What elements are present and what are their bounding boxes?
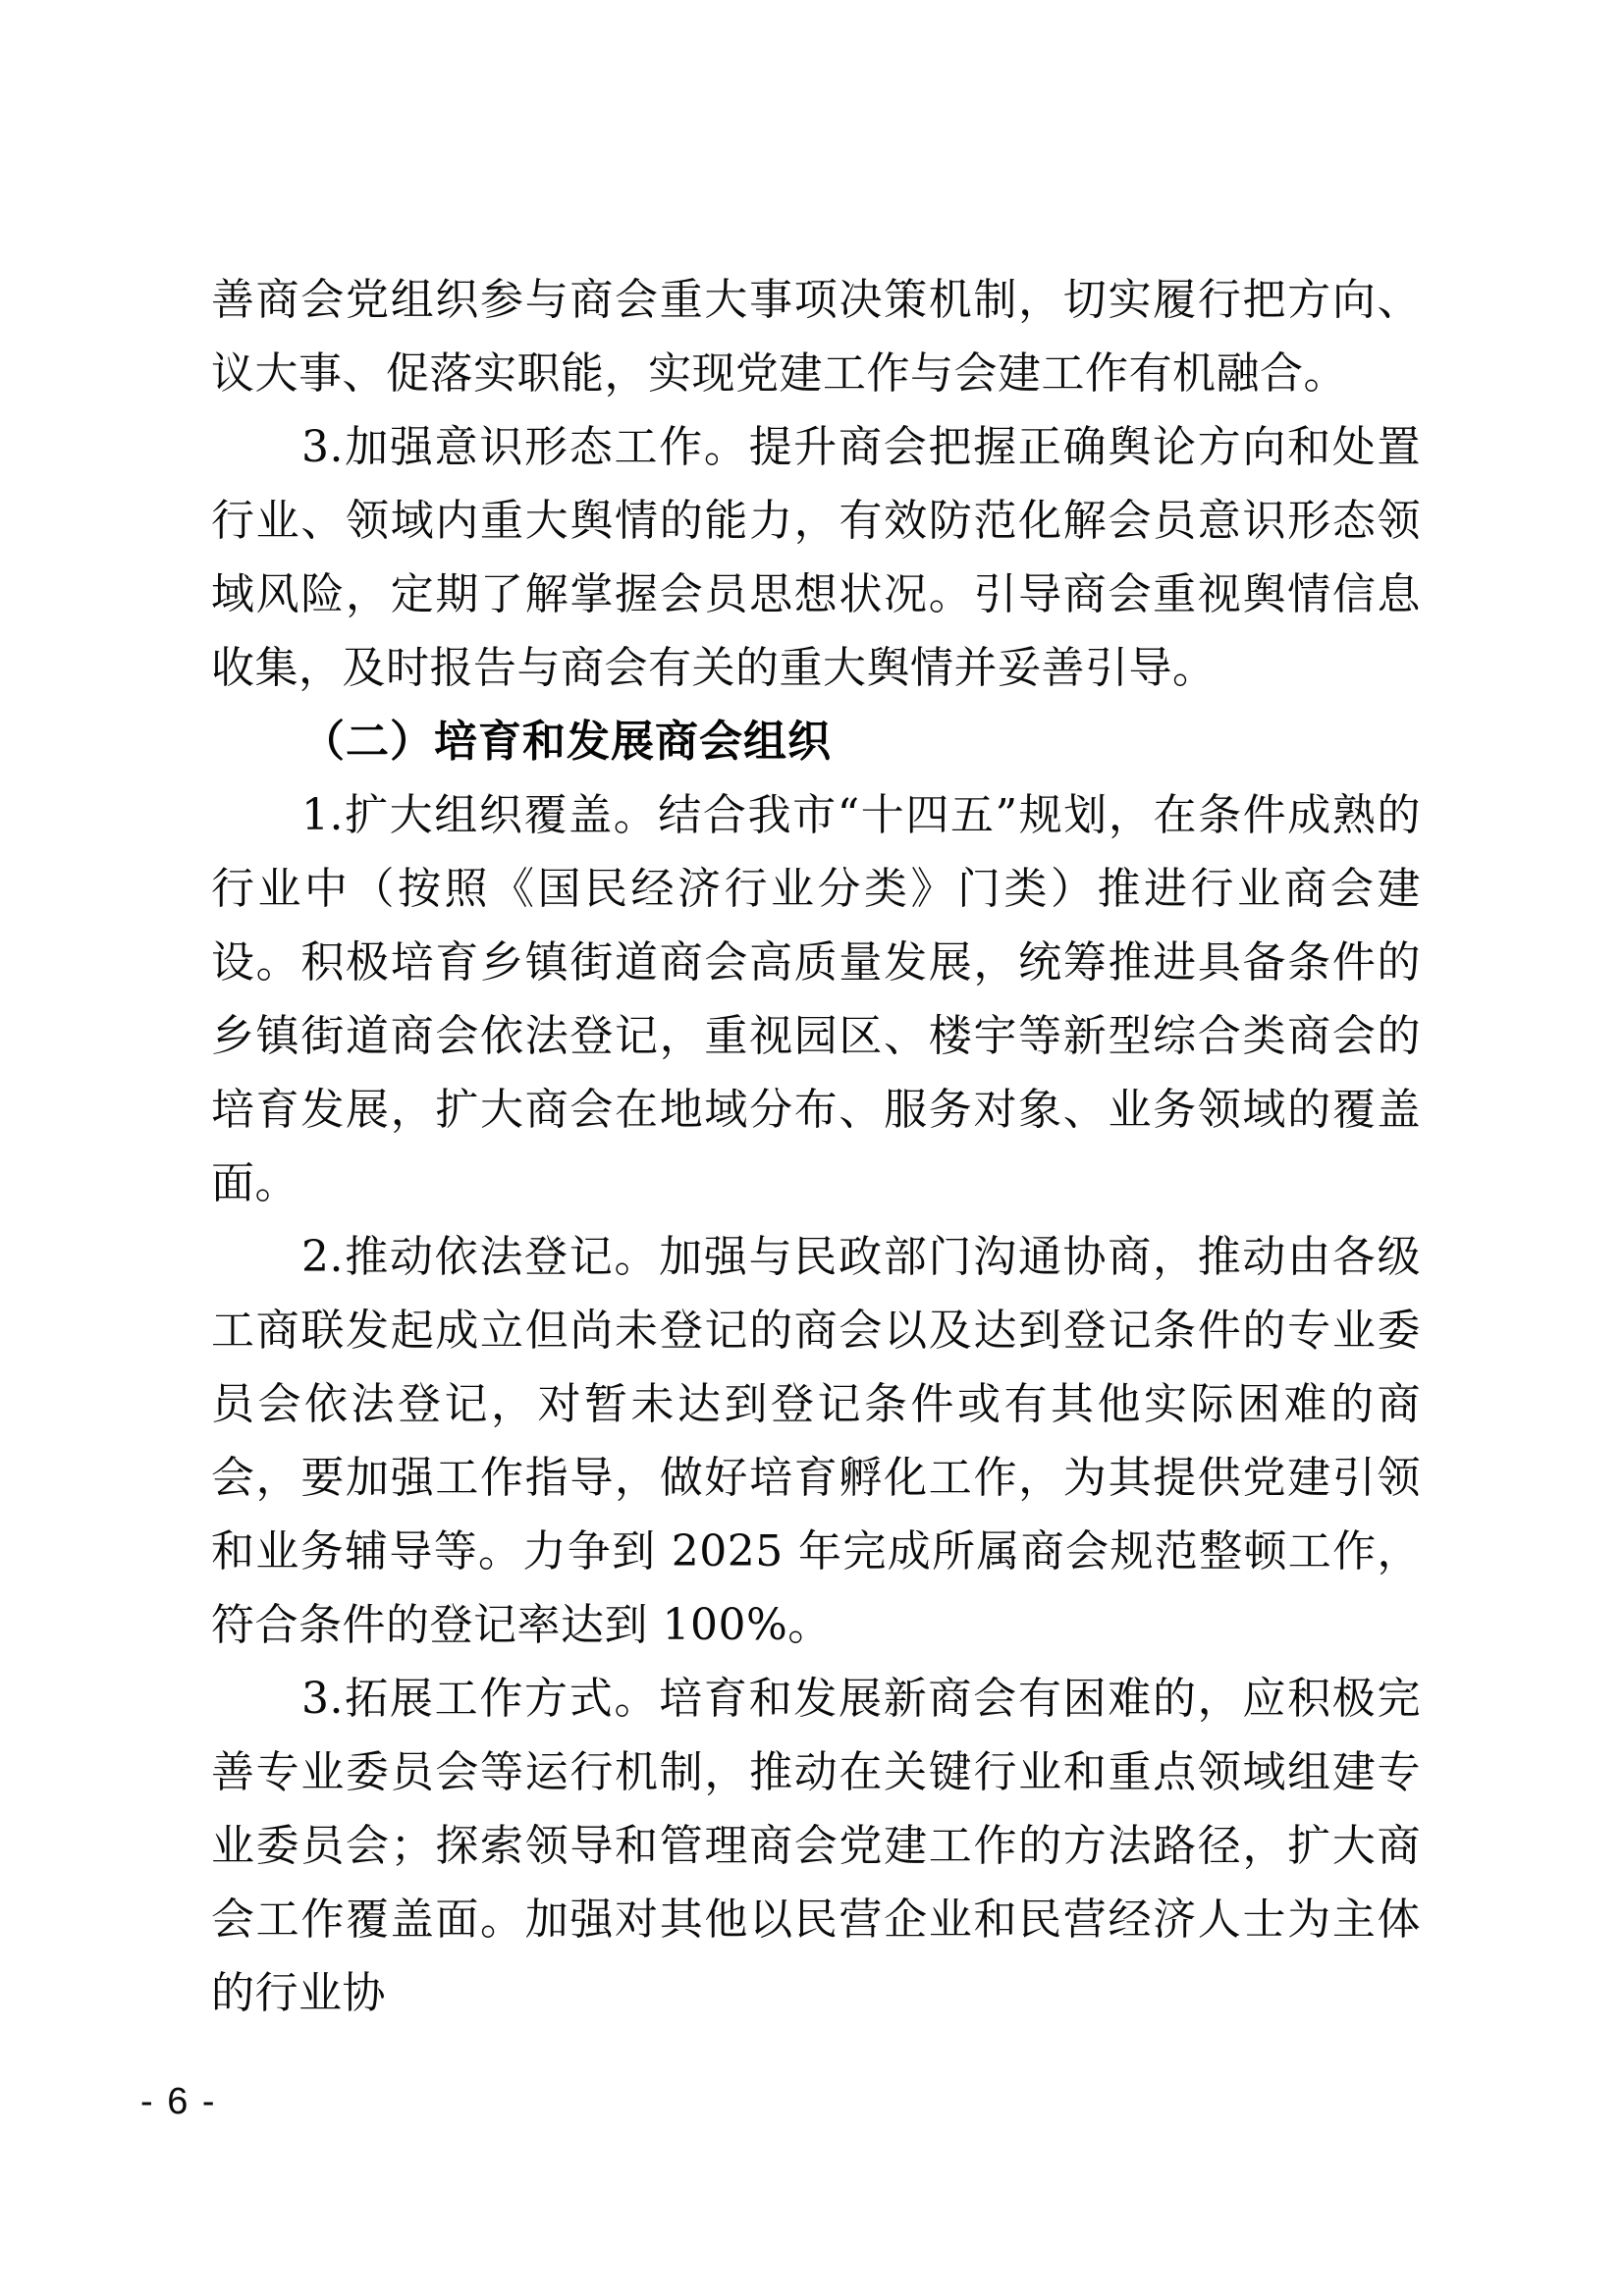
paragraph-item-2-registration: 2.推动依法登记。加强与民政部门沟通协商，推动由各级工商联发起成立但尚未登记的商会以及达到登记条件的专业委员会依法登记，对暂未达到登记条件或有其他实际困难的商会，要加强工作指导，做好培育孵化工作，为其提供党建引领和业务辅导等。力争到 2025 年完成所属商会规范整顿工作，符合条件的登记率达到 100%。	[211, 1232, 1421, 1650]
section-heading-2: （二）培育和发展商会组织	[301, 717, 832, 767]
paragraph-continuation: 善商会党组织参与商会重大事项决策机制，切实履行把方向、议大事、促落实职能，实现党建工作与会建工作有机融合。	[211, 275, 1421, 399]
paragraph-item-3-methods: 3.拓展工作方式。培育和发展新商会有困难的，应积极完善专业委员会等运行机制，推动在关键行业和重点领域组建专业委员会；探索领导和管理商会党建工作的方法路径，扩大商会工作覆盖面。加强对其他以民营企业和民营经济人士为主体的行业协	[211, 1674, 1421, 2018]
paragraph-item-3-ideology: 3.加强意识形态工作。提升商会把握正确舆论方向和处置行业、领域内重大舆情的能力，有效防范化解会员意识形态领域风险，定期了解掌握会员思想状况。引导商会重视舆情信息收集，及时报告与商会有关的重大舆情并妥善引导。	[211, 422, 1421, 693]
paragraph-item-1-coverage: 1.扩大组织覆盖。结合我市“十四五”规划，在条件成熟的行业中（按照《国民经济行业分类》门类）推进行业商会建设。积极培育乡镇街道商会高质量发展，统筹推进具备条件的乡镇街道商会依法登记，重视园区、楼宇等新型综合类商会的培育发展，扩大商会在地域分布、服务对象、业务领域的覆盖面。	[211, 790, 1421, 1208]
document-body-text	[211, 263, 1421, 2030]
page-number: - 6 -	[140, 2081, 217, 2122]
